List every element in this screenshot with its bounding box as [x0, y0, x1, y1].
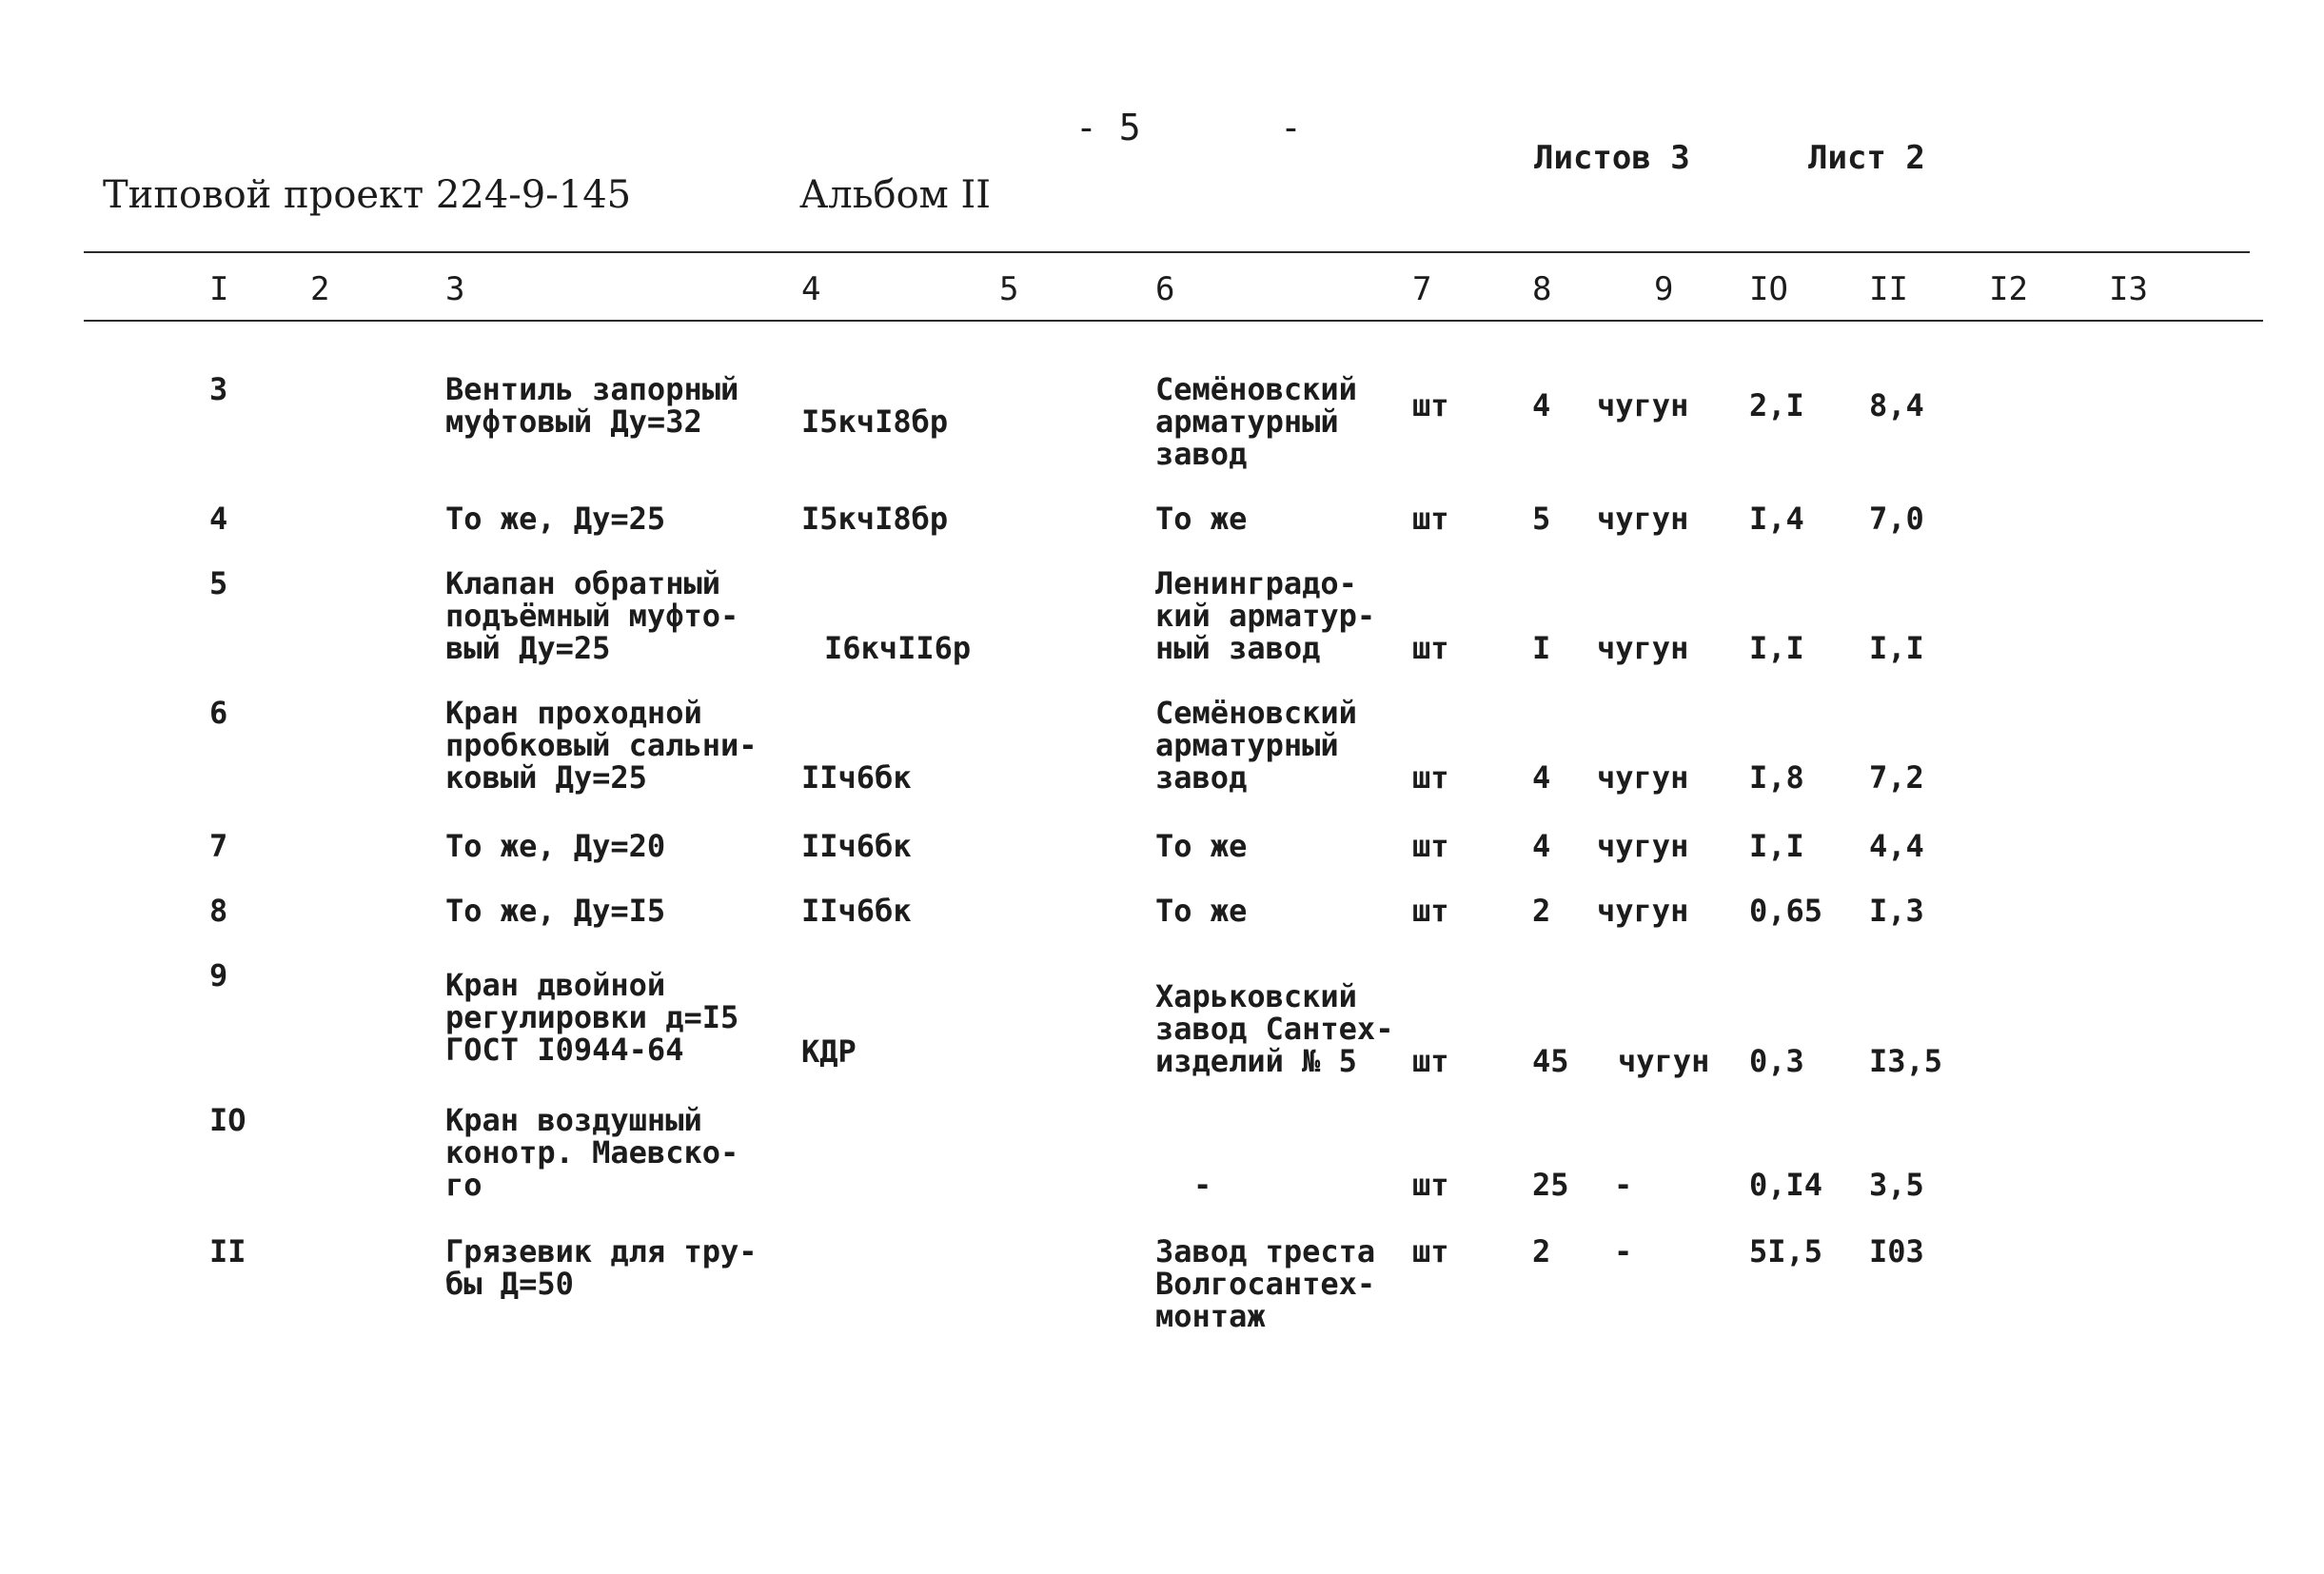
column-header-13: I3 [2109, 270, 2148, 308]
row-total-weight: I03 [1869, 1233, 1924, 1269]
row-name: Кран двойной регулировки д=I5 ГОСТ I0944-64 [445, 967, 739, 1068]
row-total-weight: 7,0 [1869, 501, 1924, 537]
row-position: 5 [209, 565, 228, 601]
column-header-10: IO [1749, 270, 1788, 308]
header-bottom-rule [84, 320, 2263, 322]
row-unit: шт [1412, 828, 1449, 864]
row-quantity: 4 [1532, 387, 1551, 423]
row-unit: шт [1412, 1233, 1449, 1269]
row-maker: То же [1155, 501, 1248, 537]
row-quantity: I [1532, 630, 1551, 666]
row-material: - [1614, 1167, 1633, 1203]
row-code: I5кчI8бр [801, 403, 949, 440]
row-name: То же, Ду=25 [445, 501, 666, 537]
row-total-weight: I,I [1869, 630, 1924, 666]
project-label: Типовой проект 224-9-145 [103, 173, 632, 217]
row-unit-weight: 0,I4 [1749, 1167, 1823, 1203]
row-unit-weight: I,8 [1749, 759, 1804, 796]
row-total-weight: 8,4 [1869, 387, 1924, 423]
row-maker: Ленинградо- кий арматур- ный завод [1155, 565, 1376, 666]
row-material: чугун [1597, 630, 1689, 666]
row-code: I6кчII6р [824, 630, 972, 666]
row-unit: шт [1412, 630, 1449, 666]
row-total-weight: I3,5 [1869, 1043, 1943, 1079]
row-material: чугун [1597, 759, 1689, 796]
row-name: То же, Ду=20 [445, 828, 666, 864]
row-quantity: 4 [1532, 759, 1551, 796]
row-material: чугун [1597, 893, 1689, 929]
row-position: 4 [209, 501, 228, 537]
row-unit-weight: 0,3 [1749, 1043, 1804, 1079]
row-quantity: 25 [1532, 1167, 1569, 1203]
row-maker: Семёновский арматурный завод [1155, 371, 1357, 472]
row-maker: Семёновский арматурный завод [1155, 695, 1357, 796]
row-position: 3 [209, 371, 228, 407]
row-maker: Харьковский завод Сантех- изделий № 5 [1155, 978, 1394, 1079]
row-position: IO [209, 1102, 246, 1138]
row-name: Грязевик для тру- бы Д=50 [445, 1233, 758, 1302]
row-name: Кран воздушный конотр. Маевско- го [445, 1102, 739, 1203]
row-code: IIч6бк [801, 828, 912, 864]
column-header-3: 3 [445, 270, 465, 308]
row-position: II [209, 1233, 246, 1269]
row-maker: То же [1155, 893, 1248, 929]
row-quantity: 45 [1532, 1043, 1569, 1079]
column-header-5: 5 [999, 270, 1019, 308]
row-unit-weight: I,I [1749, 630, 1804, 666]
row-position: 9 [209, 957, 228, 994]
album-label: Альбом II [799, 173, 992, 217]
row-position: 8 [209, 893, 228, 929]
sheets-total: Листов 3 [1534, 139, 1690, 177]
row-position: 6 [209, 695, 228, 731]
column-header-7: 7 [1412, 270, 1432, 308]
row-code: IIч6бк [801, 893, 912, 929]
row-material: чугун [1597, 387, 1689, 423]
row-unit: шт [1412, 1167, 1449, 1203]
row-unit-weight: I,4 [1749, 501, 1804, 537]
row-unit-weight: 5I,5 [1749, 1233, 1823, 1269]
row-quantity: 4 [1532, 828, 1551, 864]
row-quantity: 5 [1532, 501, 1551, 537]
column-header-6: 6 [1155, 270, 1175, 308]
column-header-4: 4 [801, 270, 821, 308]
row-material: чугун [1618, 1043, 1710, 1079]
row-total-weight: 4,4 [1869, 828, 1924, 864]
column-header-9: 9 [1654, 270, 1674, 308]
row-material: чугун [1597, 828, 1689, 864]
sheet-number: Лист 2 [1808, 139, 1925, 177]
row-name: То же, Ду=I5 [445, 893, 666, 929]
row-unit-weight: 0,65 [1749, 893, 1823, 929]
row-code: I5кчI8бр [801, 501, 949, 537]
row-unit: шт [1412, 501, 1449, 537]
row-quantity: 2 [1532, 1233, 1551, 1269]
row-total-weight: 7,2 [1869, 759, 1924, 796]
row-maker: То же [1155, 828, 1248, 864]
page-number: - 5 [1075, 107, 1141, 148]
row-code: IIч6бк [801, 759, 912, 796]
row-code: КДР [801, 1033, 857, 1070]
row-material: чугун [1597, 501, 1689, 537]
row-quantity: 2 [1532, 893, 1551, 929]
column-header-12: I2 [1989, 270, 2028, 308]
row-total-weight: 3,5 [1869, 1167, 1924, 1203]
row-unit: шт [1412, 387, 1449, 423]
row-maker: - [1193, 1167, 1212, 1203]
row-unit-weight: 2,I [1749, 387, 1804, 423]
row-total-weight: I,3 [1869, 893, 1924, 929]
column-header-11: II [1869, 270, 1908, 308]
row-name: Кран проходной пробковый сальни- ковый Ду=25 [445, 695, 758, 796]
row-unit: шт [1412, 759, 1449, 796]
column-header-8: 8 [1532, 270, 1552, 308]
header-top-rule [84, 251, 2250, 253]
row-name: Клапан обратный подъёмный муфто- вый Ду=25 [445, 565, 739, 666]
row-unit-weight: I,I [1749, 828, 1804, 864]
column-header-2: 2 [310, 270, 330, 308]
row-unit: шт [1412, 893, 1449, 929]
row-maker: Завод треста Волгосантех- монтаж [1155, 1233, 1376, 1334]
row-position: 7 [209, 828, 228, 864]
row-name: Вентиль запорный муфтовый Ду=32 [445, 371, 739, 440]
column-header-1: I [209, 270, 229, 308]
row-material: - [1614, 1233, 1633, 1269]
row-unit: шт [1412, 1043, 1449, 1079]
page-number-dash: - [1280, 107, 1302, 148]
